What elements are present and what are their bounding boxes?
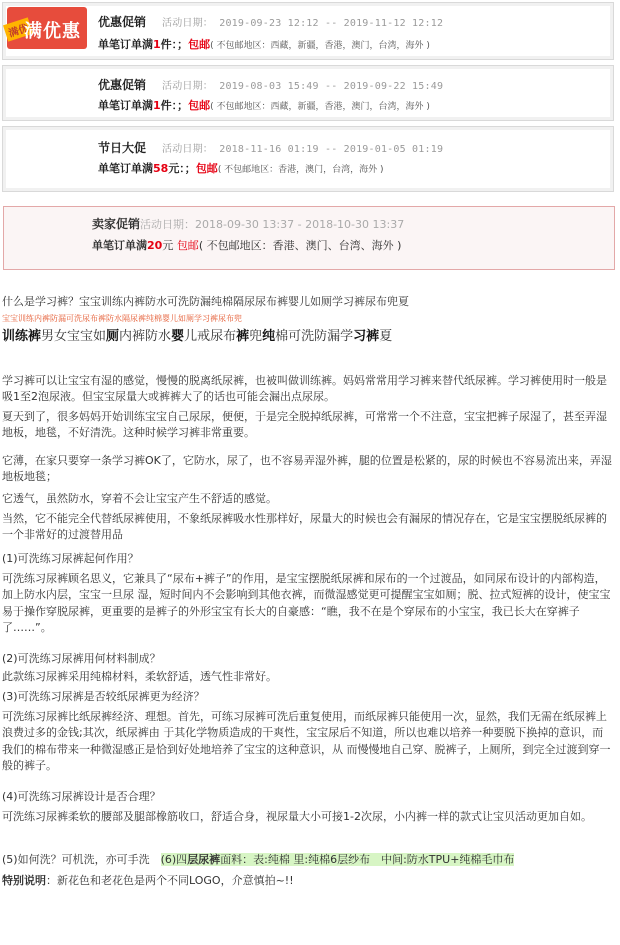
seller-promo-date: 活动日期：2018-09-30 13:37 - 2018-10-30 13:37 [140,218,405,231]
faq-question: (4)可洗练习尿裤设计是否合理？ [2,790,161,803]
promo-date: 活动日期： 2019-09-23 12:12 -- 2019-11-12 12:12 [162,18,444,29]
promo-rule: 单笔订单满58元：；包邮( 不包邮地区：香港，澳门，台湾，海外 ) [98,162,384,175]
promo-rule: 单笔订单满1件：；包邮( 不包邮地区：西藏，新疆，香港，澳门，台湾，海外 ) [98,99,430,112]
promo-date: 活动日期： 2019-08-03 15:49 -- 2019-09-22 15:49 [162,81,444,92]
promo-card-3 [2,126,614,192]
promo-rule: 单笔订单满1件：；包邮( 不包邮地区：西藏，新疆，香港，澳门，台湾，海外 ) [98,38,430,51]
faq-question: (3)可洗练习尿裤是否较纸尿裤更为经济？ [2,690,205,703]
discount-badge [7,7,87,49]
special-note: 特别说明：新花色和老花色是两个不同LOGO，介意慎拍~!! [2,874,294,887]
badge-text: 满优惠 [24,21,81,42]
article-paragraph: 可洗练习尿裤比纸尿裤经济、理想。首先，可练习尿裤可洗后重复使用，而纸尿裤只能使用一次，显然，我们无需在纸尿裤上浪费过多的金钱;其次，纸尿裤由 于其化学物质造成的干爽性，宝宝尿后不知道，所以也难以培养一种要脱下换掉的意识，而我们的棉布带来一种微湿感正是恰到好处地培养了宝宝的这种意识，从 而慢慢地自己穿、脱裤子，上厕所，到完全过渡到穿一般的裤子。 [2,710,611,773]
seller-promo-rule: 单笔订单满20元 包邮( 不包邮地区：香港、澳门、台湾、海外 ) [92,239,402,252]
faq-question: (2)可洗练习尿裤用何材料制成？ [2,652,161,665]
article-tagline: 宝宝训练内裤防漏可洗尿布裤防水隔尿裤纯棉婴儿如厕学习裤尿布兜 [2,314,242,323]
promo-title: 优惠促销 [98,78,147,92]
article-paragraph: 当然，它不能完全代替纸尿裤使用，不象纸尿裤吸水性那样好，尿量大的时候也会有漏尿的情况存在，它是宝宝摆脱纸尿裤的一个非常好的过渡替用品 [2,512,607,542]
article-paragraph: 学习裤可以让宝宝有湿的感觉，慢慢的脱离纸尿裤，也被叫做训练裤。妈妈常常用学习裤来替代纸尿裤。学习裤使用时一般是吸1至2泡尿液。但宝宝尿量大或裤裤大了的话也可能会漏出点尿尿。 [2,374,607,404]
article-paragraph: 可洗练习尿裤顾名思义，它兼具了“尿布+裤子”的作用，是宝宝摆脱纸尿裤和尿布的一个过渡品，如同尿布设计的内部构造，加上防水内层，宝宝一旦尿 湿，短时间内不会影响到其他衣裤，而微湿感觉更可提醒宝宝如厕；脱、拉式短裤的设计，使宝宝易于操作穿脱尿裤，更重要的是裤子的外形宝宝有长大的自豪感：“瞧，我不在是个穿尿布的小宝宝，我已长大在穿裤子了……”。 [2,572,611,635]
promo-date: 活动日期： 2018-11-16 01:19 -- 2019-01-05 01:19 [162,144,444,155]
article-paragraph: 它薄，在家只要穿一条学习裤OK了，它防水，尿了，也不容易弄湿外裤，腿的位置是松紧的，尿的时候也不容易流出来，弄湿地板地毯； [2,454,612,484]
article-paragraph: 它透气，虽然防水，穿着不会让宝宝产生不舒适的感觉。 [2,492,277,505]
wash-fabric-line: (5)如何洗？可机洗，亦可手洗 (6)四层尿裤面料：表:纯棉 里:纯棉6层纱布 中间:防水TPU+纯棉毛巾布 [2,853,515,866]
article-question: 什么是学习裤？宝宝训练内裤防水可洗防漏纯棉隔尿尿布裤婴儿如厕学习裤尿布兜夏 [2,295,409,308]
article-paragraph: 夏天到了，很多妈妈开始训练宝宝自己尿尿，便便，于是完全脱掉纸尿裤，可常常一个不注意，宝宝把裤子尿湿了，甚至弄湿地板，地毯，不好清洗。这种时候学习裤非常重要。 [2,410,607,440]
seller-promo-card [3,206,615,270]
article-paragraph: 可洗练习尿裤柔软的腰部及腿部橡筋收口，舒适合身，视尿量大小可接1-2次尿，小内裤一样的款式让宝贝活动更加自如。 [2,810,592,823]
article-paragraph: 此款练习尿裤采用纯棉材料，柔软舒适，透气性非常好。 [2,670,277,683]
promo-title: 优惠促销 [98,15,147,29]
article-headline: 训练裤男女宝宝如厕内裤防水婴儿戒尿布裤兜纯棉可洗防漏学习裤夏 [2,329,393,344]
seller-promo-title: 卖家促销 [92,217,141,231]
promo-title: 节日大促 [98,141,147,155]
badge-flag: 满优 [3,17,33,41]
faq-question: (1)可洗练习尿裤起何作用？ [2,552,139,565]
